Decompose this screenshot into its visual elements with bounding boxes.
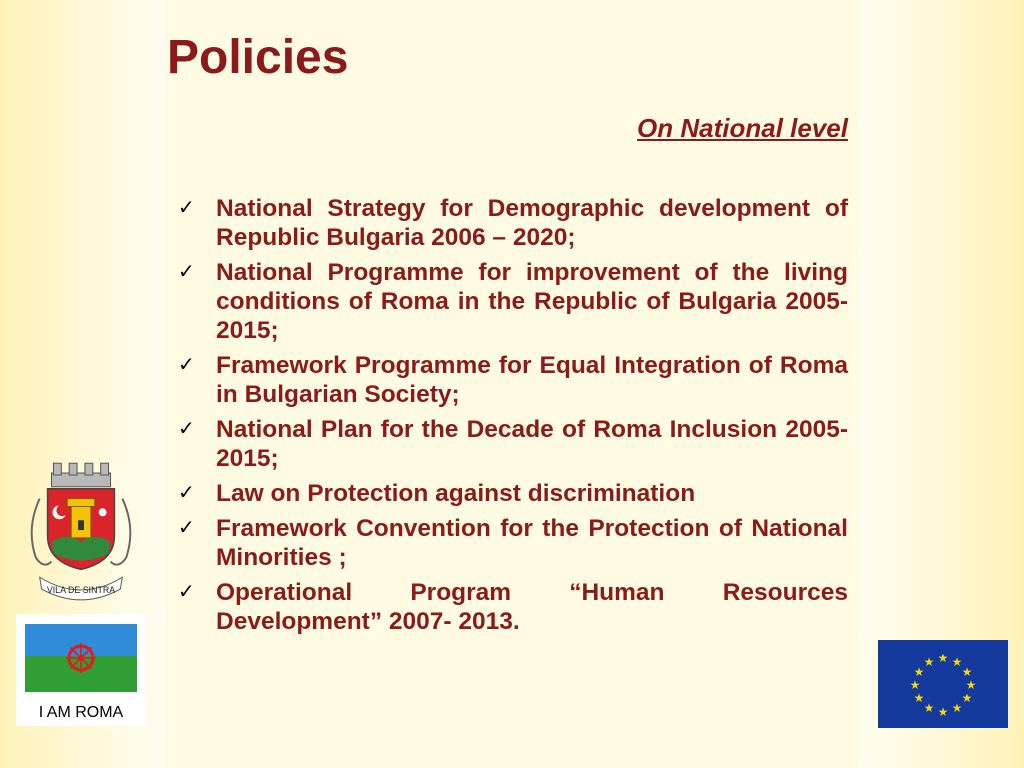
check-icon: ✓ bbox=[178, 482, 195, 504]
list-item-text: National Plan for the Decade of Roma Inclusion 2005-2015; bbox=[216, 416, 848, 472]
list-item-text: Law on Protection against discrimination bbox=[216, 480, 696, 507]
svg-text:★: ★ bbox=[909, 678, 921, 692]
svg-text:★: ★ bbox=[923, 655, 935, 669]
roma-flag-logo bbox=[16, 614, 146, 726]
list-item bbox=[176, 258, 848, 345]
list-item-text: Operational Program “Human Resources Development” 2007- 2013. bbox=[216, 579, 848, 635]
list-item-text: Framework Convention for the Protection of National Minorities ; bbox=[216, 515, 848, 571]
check-icon: ✓ bbox=[178, 581, 195, 603]
list-item bbox=[176, 351, 848, 409]
check-icon: ✓ bbox=[178, 261, 195, 283]
check-icon: ✓ bbox=[178, 517, 195, 539]
list-item-text: Framework Programme for Equal Integration of Roma in Bulgarian Society; bbox=[216, 352, 848, 408]
check-icon: ✓ bbox=[178, 197, 195, 219]
svg-text:★: ★ bbox=[951, 655, 963, 669]
list-item-text: National Programme for improvement of the living conditions of Roma in the Republic of Bulgaria 2005-2015; bbox=[216, 259, 848, 344]
svg-text:★: ★ bbox=[961, 665, 973, 679]
list-item bbox=[176, 194, 848, 252]
svg-text:★: ★ bbox=[965, 678, 977, 692]
sintra-coat-of-arms-logo bbox=[22, 458, 140, 608]
eu-flag-logo bbox=[878, 640, 1008, 728]
policy-list bbox=[176, 194, 848, 642]
page-title: Policies bbox=[167, 31, 349, 84]
svg-text:★: ★ bbox=[961, 691, 973, 705]
list-item bbox=[176, 479, 848, 508]
subtitle: On National level bbox=[637, 113, 848, 143]
svg-text:★: ★ bbox=[923, 701, 935, 715]
svg-text:★: ★ bbox=[913, 691, 925, 705]
svg-text:★: ★ bbox=[937, 651, 949, 665]
svg-text:★: ★ bbox=[951, 701, 963, 715]
list-item bbox=[176, 578, 848, 636]
check-icon: ✓ bbox=[178, 418, 195, 440]
roma-flag-image bbox=[16, 614, 146, 702]
svg-text:★: ★ bbox=[937, 705, 949, 719]
roma-caption: I AM ROMA bbox=[38, 704, 124, 721]
svg-text:VILA DE SINTRA: VILA DE SINTRA bbox=[46, 584, 116, 595]
check-icon: ✓ bbox=[178, 354, 195, 376]
list-item bbox=[176, 415, 848, 473]
list-item-text: National Strategy for Demographic development of Republic Bulgaria 2006 – 2020; bbox=[216, 195, 848, 251]
list-item bbox=[176, 514, 848, 572]
svg-text:★: ★ bbox=[913, 665, 925, 679]
